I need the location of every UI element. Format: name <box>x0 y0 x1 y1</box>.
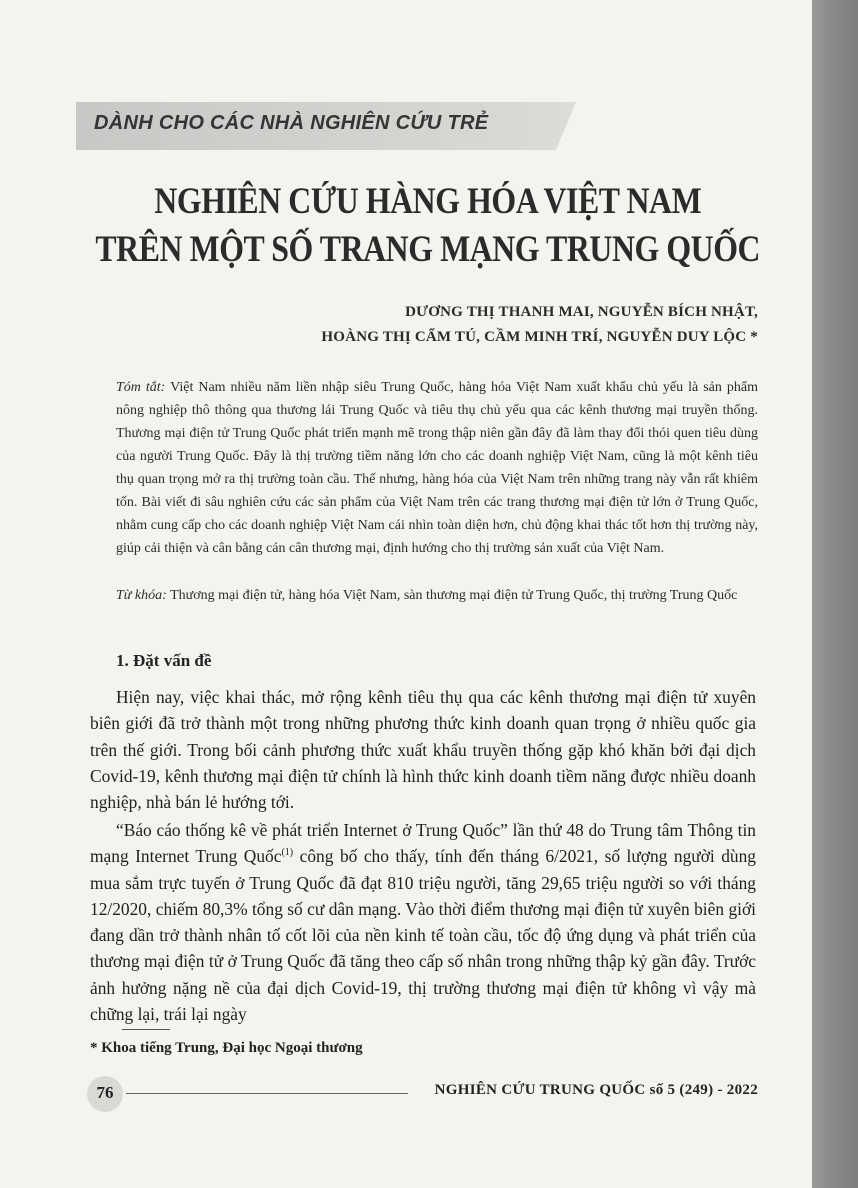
body-paragraph-2 <box>90 817 756 1027</box>
keywords-label: Từ khóa: <box>116 588 167 603</box>
article-title-line-2: TRÊN MỘT SỐ TRANG MẠNG TRUNG QUỐC <box>95 229 761 270</box>
abstract-label: Tóm tắt: <box>116 380 166 395</box>
footnote: * Khoa tiếng Trung, Đại học Ngoại thương <box>90 1040 363 1056</box>
journal-name: NGHIÊN CỨU TRUNG QUỐC số 5 (249) - 2022 <box>434 1082 758 1098</box>
footnote-reference: (1) <box>281 847 294 859</box>
authors-line-1: DƯƠNG THỊ THANH MAI, NGUYỄN BÍCH NHẬT, <box>405 304 758 320</box>
article-title-line-1: NGHIÊN CỨU HÀNG HÓA VIỆT NAM <box>154 181 702 222</box>
authors-line-2: HOÀNG THỊ CẨM TÚ, CẦM MINH TRÍ, NGUYỄN DUY LỘC * <box>321 329 758 345</box>
abstract-text: Việt Nam nhiều năm liền nhập siêu Trung Quốc, hàng hóa Việt Nam xuất khẩu chủ yếu là sản phẩm nông nghiệp thô thông qua thương lái Trung Quốc và tiêu thụ chủ yếu qua các kênh thương mại truyền thống. Thương mại điện tử Trung Quốc phát triển mạnh mẽ trong thập niên gần đây đã làm thay đổi thói quen tiêu dùng của người Trung Quốc. Đây là thị trường tiềm năng lớn cho các doanh nghiệp Việt Nam, cũng là một kênh tiêu thụ quan trọng mở ra thị trường toàn cầu. Thế nhưng, hàng hóa của Việt Nam trên những trang này vẫn rất khiêm tốn. Bài viết đi sâu nghiên cứu các sản phẩm của Việt Nam trên các trang thương mại điện tử lớn ở Trung Quốc, nhằm cung cấp cho các doanh nghiệp Việt Nam cái nhìn toàn diện hơn, chủ động khai thác tốt hơn thị trường này, giúp cải thiện và cân bằng cán cân thương mại, định hướng cho thị trường sản xuất của Việt Nam. <box>116 380 758 556</box>
page-number: 76 <box>96 1083 114 1102</box>
keywords-text: Thương mại điện tử, hàng hóa Việt Nam, sàn thương mại điện tử Trung Quốc, thị trường Trung Quốc <box>170 588 738 603</box>
keywords <box>116 584 758 607</box>
section-label: DÀNH CHO CÁC NHÀ NGHIÊN CỨU TRẺ <box>94 112 489 134</box>
footnote-divider <box>122 1029 170 1030</box>
abstract <box>116 376 758 560</box>
footer-divider <box>126 1093 408 1094</box>
paragraph-2-part-a: “Báo cáo thống kê về phát triển Internet ở Trung Quốc” lần thứ 48 do Trung tâm Thông tin mạng Internet Trung Quốc <box>90 820 756 867</box>
page-edge-shadow <box>812 0 858 1188</box>
body-paragraph-1: Hiện nay, việc khai thác, mở rộng kênh tiêu thụ qua các kênh thương mại điện tử xuyên biên giới đã trở thành một trong những phương thức kinh doanh quan trọng ở nhiều quốc gia trên thế giới. Trong bối cảnh phương thức xuất khẩu truyền thống gặp khó khăn bởi đại dịch Covid-19, kênh thương mại điện tử chính là hình thức kinh doanh tiềm năng được nhiều doanh nghiệp, nhà bán lẻ hướng tới. <box>90 687 756 813</box>
paragraph-2-part-b: công bố cho thấy, tính đến tháng 6/2021, số lượng người dùng mua sắm trực tuyến ở Trung Quốc đã đạt 810 triệu người, tăng 29,65 triệu người so với tháng 12/2020, chiếm 80,3% tổng số cư dân mạng. Vào thời điểm thương mại điện tử xuyên biên giới đang dần trở thành nhân tố cốt lõi của nền kinh tế toàn cầu, tốc độ ứng dụng và phát triển của thương mại điện tử ở Trung Quốc đã tăng theo cấp số nhân trong những thập kỷ gần đây. Trước ảnh hưởng nặng nề của đại dịch Covid-19, thị trường thương mại điện tử không vì vậy mà chững lại, trái lại ngày <box>90 846 757 1025</box>
section-heading: 1. Đặt vấn đề <box>116 651 212 670</box>
